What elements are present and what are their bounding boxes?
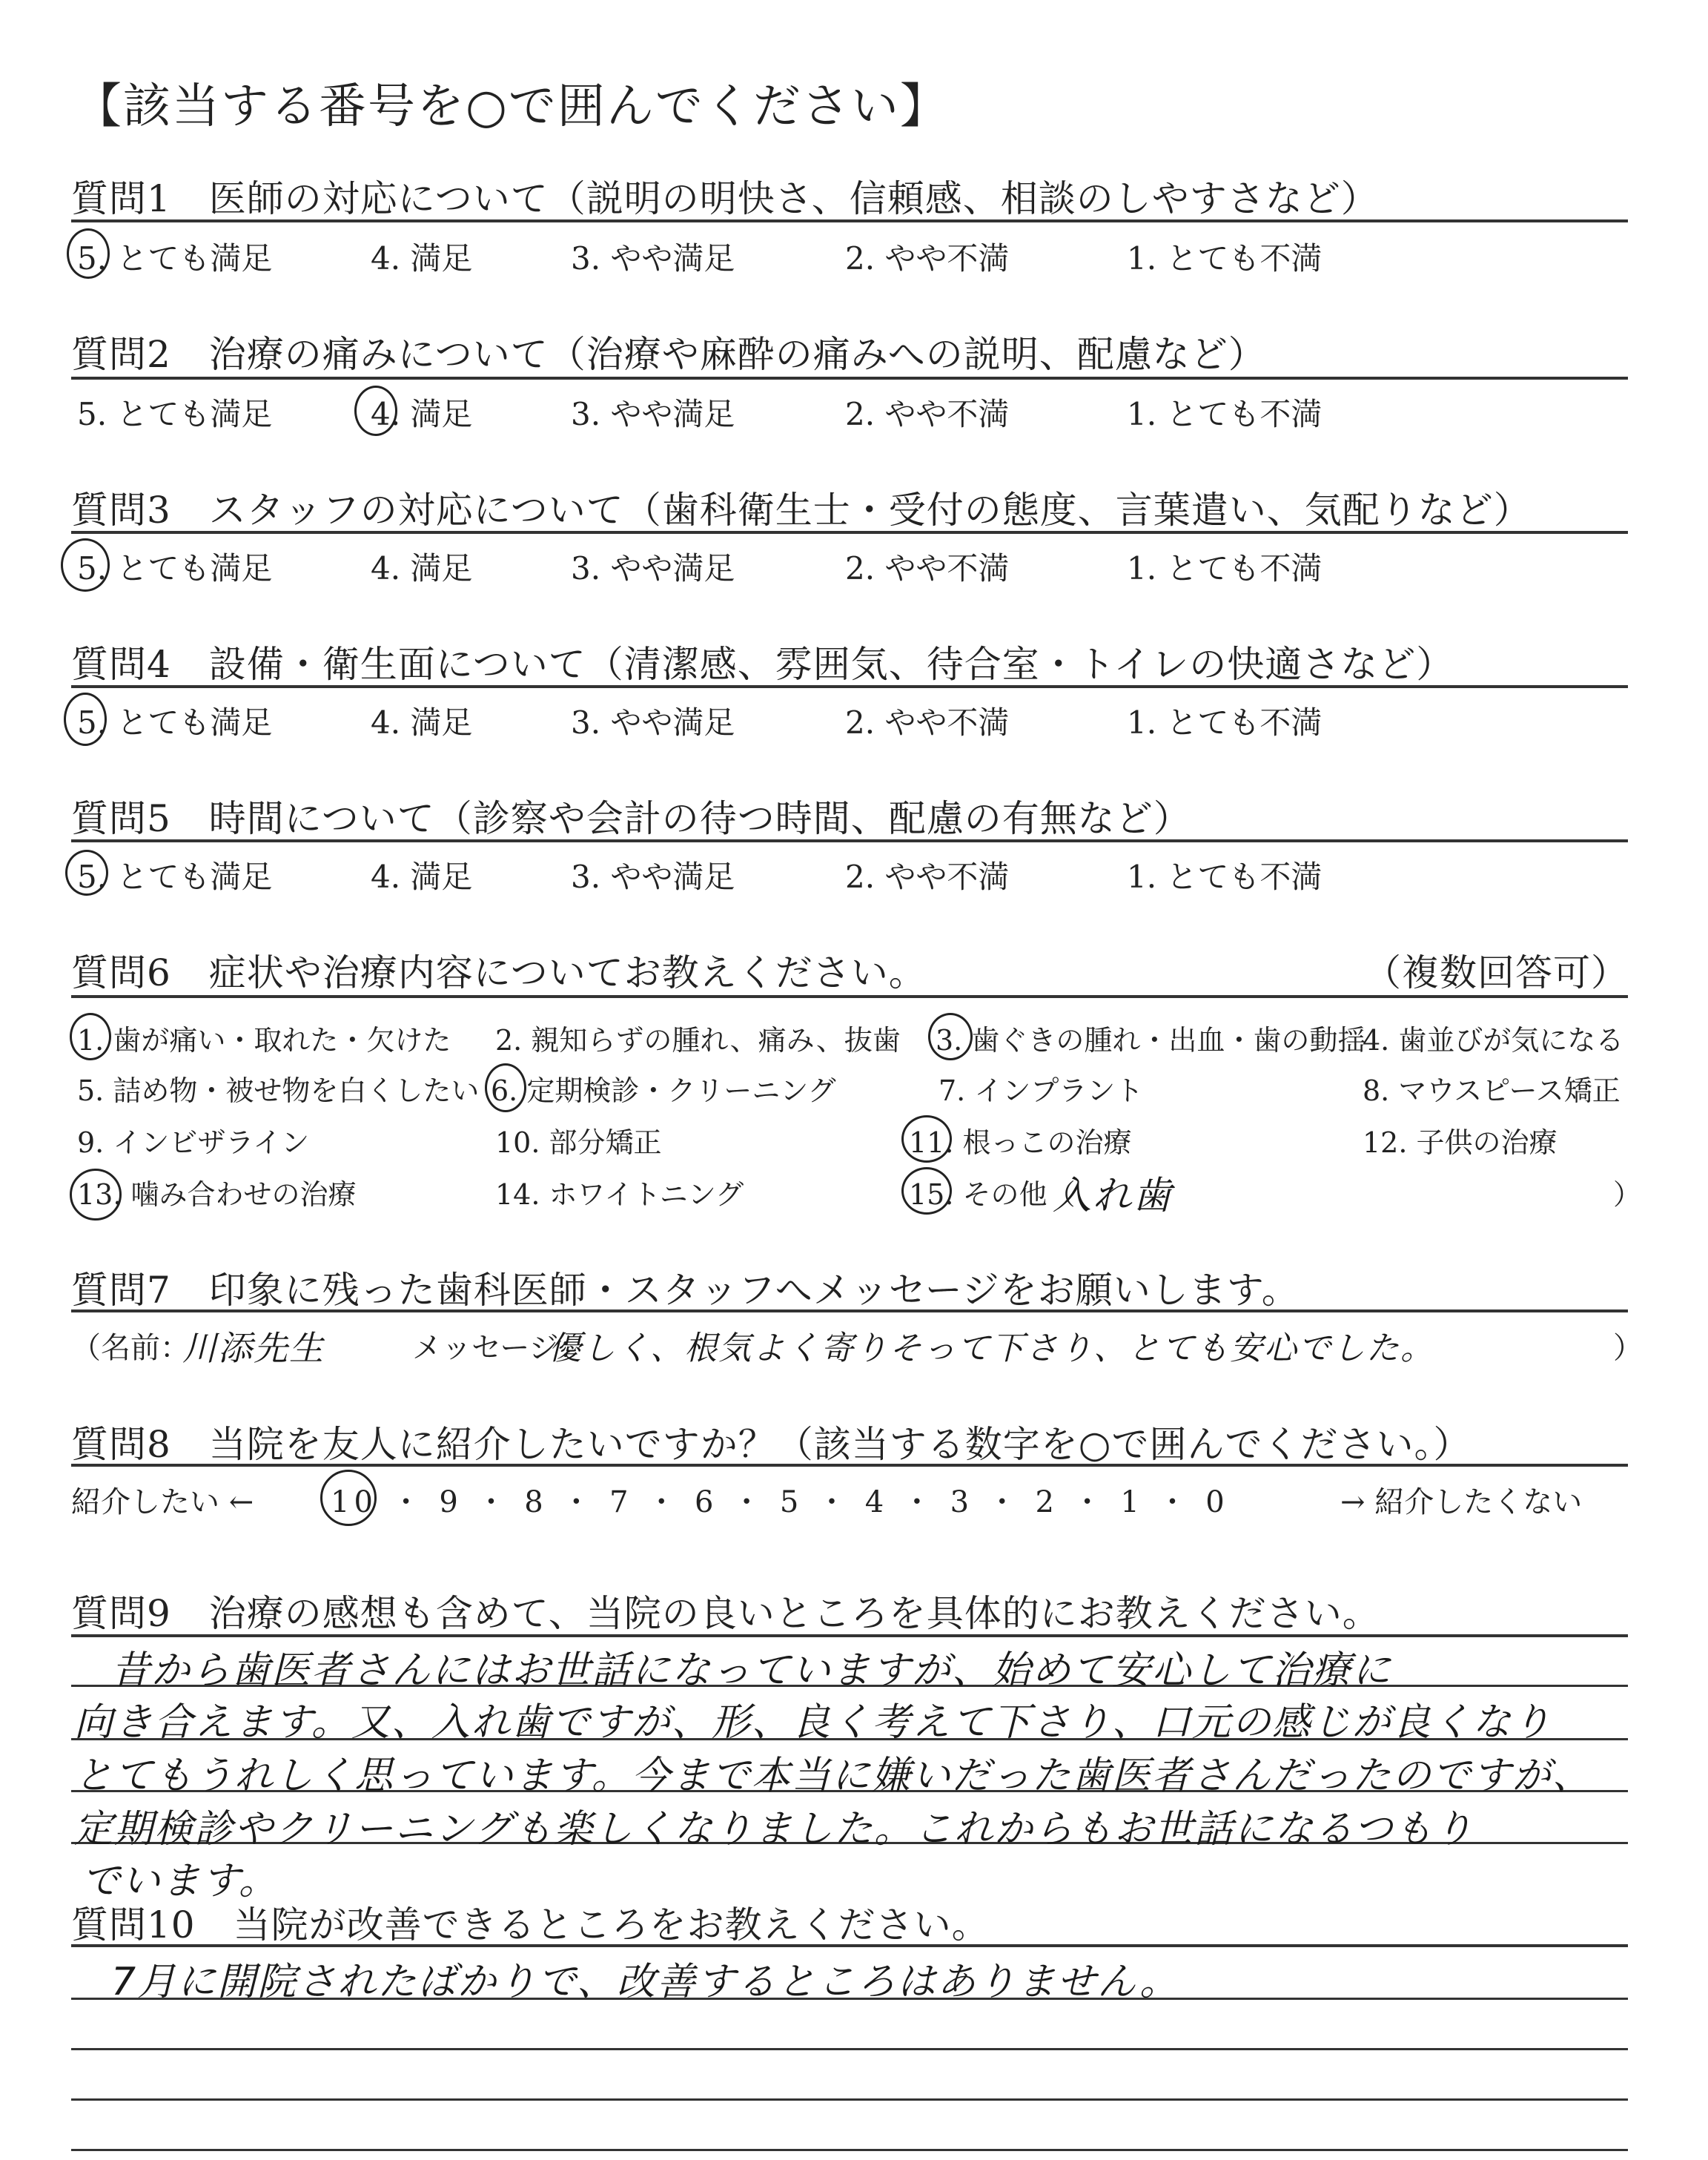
- divider: [71, 995, 1628, 998]
- symptom-6[interactable]: 6. 定期検診・クリーニング: [491, 1074, 836, 1107]
- question-3: 質問3 スタッフの対応について（歯科衛生士・受付の態度、言葉遣い、気配りなど）: [71, 489, 1532, 532]
- question-4: 質問4 設備・衛生面について（清潔感、雰囲気、待合室・トイレの快適さなど）: [71, 643, 1454, 686]
- name-label: （名前：: [71, 1331, 190, 1365]
- q2-option-4[interactable]: 4. 満足: [371, 396, 473, 432]
- divider: [71, 839, 1628, 842]
- q4-option-5[interactable]: 5. とても満足: [77, 704, 273, 741]
- rating-scale[interactable]: 10 ・ 9 ・ 8 ・ 7 ・ 6 ・ 5 ・ 4 ・ 3 ・ 2 ・ 1 ・ 0: [331, 1485, 1229, 1519]
- q1-option-1[interactable]: 1. とても不満: [1127, 240, 1323, 277]
- divider: [71, 377, 1628, 380]
- q2-option-5[interactable]: 5. とても満足: [77, 396, 273, 432]
- question-8: 質問8 当院を友人に紹介したいですか？（該当する数字を○で囲んでください。）: [71, 1423, 1472, 1466]
- scale-right-label: → 紹介したくない: [1340, 1485, 1583, 1519]
- q9-answer-line-1: 昔から歯医者さんにはお世話になっていますが、始めて安心して治療に: [111, 1648, 1393, 1693]
- q1-option-4[interactable]: 4. 満足: [371, 240, 473, 277]
- question-2: 質問2 治療の痛みについて（治療や麻酔の痛みへの説明、配慮など）: [71, 333, 1266, 376]
- message-label: メッセージ：: [412, 1331, 589, 1365]
- q5-option-2[interactable]: 2. やや不満: [845, 859, 1010, 895]
- page-title: 【該当する番号を○で囲んでください】: [74, 79, 949, 134]
- q9-answer-line-2: 向き合えます。又、入れ歯ですが、形、良く考えて下さり、口元の感じが良くなり: [74, 1700, 1552, 1745]
- divider: [71, 531, 1628, 534]
- q3-option-3[interactable]: 3. やや満足: [571, 550, 735, 587]
- symptom-2[interactable]: 2. 親知らずの腫れ、痛み、抜歯: [495, 1024, 901, 1057]
- answer-line: [71, 2098, 1628, 2101]
- symptom-11[interactable]: 11. 根っこの治療: [909, 1126, 1132, 1159]
- symptom-12[interactable]: 12. 子供の治療: [1363, 1126, 1558, 1159]
- question-6: 質問6 症状や治療内容についてお教えください。: [71, 951, 927, 994]
- symptom-3[interactable]: 3. 歯ぐきの腫れ・出血・歯の動揺: [936, 1024, 1366, 1057]
- q9-answer-line-5: でいます。: [82, 1859, 279, 1903]
- q9-answer-line-3: とてもうれしく思っています。今まで本当に嫌いだった歯医者さんだったのですが、: [74, 1754, 1592, 1798]
- q9-answer-line-4: 定期検診やクリーニングも楽しくなりました。これからもお世話になるつもり: [74, 1807, 1474, 1852]
- q4-option-3[interactable]: 3. やや満足: [571, 704, 735, 741]
- symptom-13[interactable]: 13. 噛み合わせの治療: [77, 1178, 357, 1211]
- divider: [71, 685, 1628, 688]
- q3-option-2[interactable]: 2. やや不満: [845, 550, 1010, 587]
- question-7: 質問7 印象に残った歯科医師・スタッフへメッセージをお願いします。: [71, 1269, 1300, 1312]
- divider: [71, 1944, 1628, 1947]
- q5-option-1[interactable]: 1. とても不満: [1127, 859, 1323, 895]
- q2-option-1[interactable]: 1. とても不満: [1127, 396, 1323, 432]
- q1-option-2[interactable]: 2. やや不満: [845, 240, 1010, 277]
- q1-option-5[interactable]: 5. とても満足: [77, 240, 273, 277]
- scale-left-label: 紹介したい ←: [71, 1485, 254, 1519]
- question-10: 質問10 当院が改善できるところをお教えください。: [71, 1903, 990, 1946]
- question-5: 質問5 時間について（診察や会計の待つ時間、配慮の有無など）: [71, 797, 1191, 840]
- answer-line: [71, 2149, 1628, 2151]
- q3-option-1[interactable]: 1. とても不満: [1127, 550, 1323, 587]
- q4-option-1[interactable]: 1. とても不満: [1127, 704, 1323, 741]
- answer-line: [71, 1998, 1628, 2000]
- multiple-answers-note: （複数回答可）: [1364, 951, 1629, 994]
- q4-option-4[interactable]: 4. 満足: [371, 704, 473, 741]
- question-9: 質問9 治療の感想も含めて、当院の良いところを具体的にお教えください。: [71, 1592, 1380, 1635]
- divider: [71, 1309, 1628, 1312]
- q10-answer-line-1: 7月に開院されたばかりで、改善するところはありません。: [111, 1960, 1180, 2004]
- q5-option-5[interactable]: 5. とても満足: [77, 859, 273, 895]
- name-handwritten: 川添先生: [182, 1328, 325, 1368]
- divider: [71, 219, 1628, 222]
- symptom-15-other[interactable]: 15. その他（: [909, 1178, 1076, 1211]
- symptom-5[interactable]: 5. 詰め物・被せ物を白くしたい: [77, 1074, 480, 1107]
- symptom-1[interactable]: 1. 歯が痛い・取れた・欠けた: [77, 1024, 451, 1057]
- message-handwritten: 優しく、根気よく寄りそって下さり、とても安心でした。: [549, 1330, 1435, 1367]
- symptom-10[interactable]: 10. 部分矯正: [495, 1126, 662, 1159]
- q3-option-4[interactable]: 4. 満足: [371, 550, 473, 587]
- q1-option-3[interactable]: 3. やや満足: [571, 240, 735, 277]
- symptom-14[interactable]: 14. ホワイトニング: [495, 1178, 744, 1211]
- q2-option-2[interactable]: 2. やや不満: [845, 396, 1010, 432]
- question-1: 質問1 医師の対応について（説明の明快さ、信頼感、相談のしやすさなど）: [71, 177, 1379, 220]
- q3-option-5[interactable]: 5. とても満足: [77, 550, 273, 587]
- other-handwritten: 入れ歯: [1053, 1174, 1174, 1218]
- answer-line: [71, 2048, 1628, 2050]
- other-close-paren: ）: [1613, 1178, 1642, 1211]
- symptom-8[interactable]: 8. マウスピース矯正: [1363, 1074, 1621, 1107]
- divider: [71, 1634, 1628, 1637]
- symptom-7[interactable]: 7. インプラント: [939, 1074, 1144, 1107]
- divider: [71, 1464, 1628, 1467]
- q2-option-3[interactable]: 3. やや満足: [571, 396, 735, 432]
- q5-option-4[interactable]: 4. 満足: [371, 859, 473, 895]
- symptom-4[interactable]: 4. 歯並びが気になる: [1363, 1024, 1624, 1057]
- symptom-9[interactable]: 9. インビザライン: [77, 1126, 310, 1159]
- message-close-paren: ）: [1613, 1331, 1643, 1365]
- q5-option-3[interactable]: 3. やや満足: [571, 859, 735, 895]
- q4-option-2[interactable]: 2. やや不満: [845, 704, 1010, 741]
